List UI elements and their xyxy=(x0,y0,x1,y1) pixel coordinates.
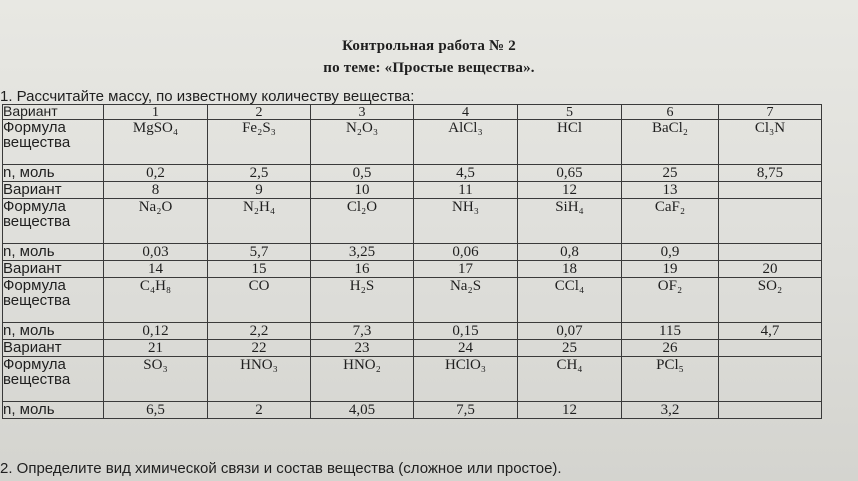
formula-cell xyxy=(311,357,414,402)
amount-cell xyxy=(208,402,311,419)
formula-cell-text: CO xyxy=(248,278,270,294)
amount-cell xyxy=(622,165,719,182)
amount-cell-text: 5,7 xyxy=(249,244,269,260)
formula-cell xyxy=(719,120,822,165)
amount-cell-text: 4,7 xyxy=(760,323,780,339)
variant-number xyxy=(414,182,518,199)
formula-cell xyxy=(208,357,311,402)
variant-number xyxy=(208,261,311,278)
variant-number-text: 24 xyxy=(458,340,473,356)
variant-number-text: 12 xyxy=(562,182,577,198)
variant-number xyxy=(208,340,311,357)
variant-number xyxy=(104,105,208,120)
amount-cell xyxy=(622,323,719,340)
amount-cell xyxy=(414,402,518,419)
formula-cell xyxy=(622,357,719,402)
variant-number xyxy=(311,182,414,199)
formula-cell-text: HNO₃ xyxy=(240,357,278,373)
variant-row xyxy=(3,182,822,199)
variant-number xyxy=(414,340,518,357)
variant-number-text: 20 xyxy=(762,261,778,277)
formula-cell-text xyxy=(719,199,821,200)
amount-cell xyxy=(414,165,518,182)
formula-cell xyxy=(518,357,622,402)
variant-label-text: Вариант xyxy=(3,104,58,119)
variant-number xyxy=(414,105,518,120)
amount-cell-text xyxy=(719,402,821,403)
amount-row xyxy=(3,165,822,182)
formula-cell xyxy=(414,120,518,165)
amount-cell-text: 0,2 xyxy=(146,165,165,181)
formula-row xyxy=(3,120,822,165)
formula-cell xyxy=(104,357,208,402)
variant-number xyxy=(622,340,719,357)
amount-cell xyxy=(518,165,622,182)
amount-cell-text: 8,75 xyxy=(756,165,784,181)
variant-number xyxy=(719,105,822,120)
variant-number-text: 22 xyxy=(251,340,267,356)
formula-cell-text: BaCl₂ xyxy=(651,120,689,136)
formula-cell-text: C₄H₈ xyxy=(139,278,172,294)
variant-number xyxy=(622,261,719,278)
amount-cell-text: 0,9 xyxy=(660,244,680,260)
task-2-text: 2. Определите вид химической связи и состав вещества (сложное или простое). xyxy=(0,460,562,477)
variant-number xyxy=(104,340,208,357)
amount-cell-text: 0,15 xyxy=(452,323,479,339)
formula-cell xyxy=(104,120,208,165)
variant-row xyxy=(3,261,822,278)
amount-label-text: n, моль xyxy=(3,243,55,260)
amount-cell xyxy=(208,323,311,340)
amount-cell xyxy=(104,323,208,340)
amount-cell xyxy=(518,402,622,419)
variant-number-text: 8 xyxy=(151,182,160,198)
amount-cell-text xyxy=(719,244,821,245)
variant-number xyxy=(622,105,719,120)
variant-number-text: 13 xyxy=(662,182,678,198)
variant-number xyxy=(518,105,622,120)
amount-cell xyxy=(719,244,822,261)
amount-cell-text: 0,06 xyxy=(452,244,479,260)
amount-cell xyxy=(311,165,414,182)
amount-label-text: n, моль xyxy=(3,322,55,339)
variant-number xyxy=(414,261,518,278)
variant-number xyxy=(311,105,414,120)
variant-number-text: 5 xyxy=(566,105,573,120)
amount-cell-text: 0,03 xyxy=(142,244,169,260)
amount-cell xyxy=(104,402,208,419)
formula-cell xyxy=(414,199,518,244)
amount-cell-text: 4,05 xyxy=(348,402,376,418)
variant-number xyxy=(518,261,622,278)
formula-cell xyxy=(518,199,622,244)
amount-cell-text: 7,3 xyxy=(352,323,372,339)
formula-cell-text: PCl₅ xyxy=(656,357,684,373)
formula-cell-text: Na₂O xyxy=(138,199,173,215)
variant-number xyxy=(208,105,311,120)
amount-cell xyxy=(208,244,311,261)
worksheet-title: Контрольная работа № 2 xyxy=(342,38,516,54)
variant-row xyxy=(3,105,822,120)
variant-label xyxy=(3,340,104,357)
amount-label xyxy=(3,323,104,340)
variant-number-text: 2 xyxy=(255,105,263,120)
amount-cell-text: 115 xyxy=(659,323,681,339)
formula-cell-text: SO₃ xyxy=(143,357,168,373)
amount-cell xyxy=(414,323,518,340)
amount-label xyxy=(3,244,104,261)
variant-number xyxy=(719,261,822,278)
amount-row xyxy=(3,244,822,261)
amount-label xyxy=(3,165,104,182)
variant-number xyxy=(311,340,414,357)
variant-number-text: 21 xyxy=(148,340,163,356)
variant-number xyxy=(208,182,311,199)
variant-label-text: Вариант xyxy=(3,339,62,356)
formula-label-text: Формула вещества xyxy=(3,277,71,309)
formula-cell xyxy=(414,278,518,323)
variant-number-text: 7 xyxy=(766,105,774,120)
amount-cell-text: 0,8 xyxy=(560,244,579,260)
formula-row xyxy=(3,199,822,244)
formula-cell xyxy=(311,278,414,323)
amount-label-text: n, моль xyxy=(3,164,55,181)
amount-cell xyxy=(311,323,414,340)
formula-cell-text: HNO₂ xyxy=(343,357,381,373)
amount-row xyxy=(3,323,822,340)
amount-cell-text: 0,65 xyxy=(556,165,583,181)
formula-label xyxy=(3,199,104,244)
formula-label-text: Формула вещества xyxy=(3,198,71,230)
amount-row xyxy=(3,402,822,419)
amount-cell xyxy=(622,402,719,419)
formula-cell xyxy=(719,278,822,323)
formula-cell xyxy=(208,120,311,165)
variant-number-text: 14 xyxy=(148,261,163,277)
amount-cell xyxy=(414,244,518,261)
formula-row xyxy=(3,357,822,402)
amount-cell xyxy=(104,165,208,182)
variant-number-text: 11 xyxy=(458,182,473,198)
formula-cell xyxy=(208,278,311,323)
formula-cell-text: N₂H₄ xyxy=(242,199,276,215)
variant-number-text: 26 xyxy=(662,340,678,356)
amount-cell xyxy=(311,244,414,261)
formula-cell xyxy=(414,357,518,402)
amount-cell-text: 25 xyxy=(662,165,678,181)
variant-number-text: 1 xyxy=(152,105,159,120)
amount-cell-text: 3,2 xyxy=(660,402,680,418)
amount-cell-text: 12 xyxy=(562,402,577,418)
formula-cell xyxy=(719,357,822,402)
variant-number-text: 9 xyxy=(255,182,263,198)
amount-cell xyxy=(518,323,622,340)
formula-cell-text: SO₂ xyxy=(757,278,783,294)
variant-label-text: Вариант xyxy=(3,260,62,277)
formula-cell-text xyxy=(719,357,821,358)
variant-number-text: 4 xyxy=(462,105,469,120)
variant-number-text: 15 xyxy=(251,261,267,277)
amount-cell xyxy=(311,402,414,419)
variants-table xyxy=(2,104,822,419)
formula-cell-text: CaF₂ xyxy=(654,199,686,215)
variant-number-text: 6 xyxy=(666,105,674,120)
formula-cell-text: H₂S xyxy=(349,278,375,294)
formula-cell-text: Cl₃N xyxy=(754,120,786,136)
amount-cell xyxy=(208,165,311,182)
amount-cell-text: 0,5 xyxy=(352,165,372,181)
variant-row xyxy=(3,340,822,357)
variant-label xyxy=(3,105,104,120)
formula-cell xyxy=(622,120,719,165)
formula-cell-text: Na₂S xyxy=(449,278,482,294)
formula-cell xyxy=(518,278,622,323)
variant-number-text: 3 xyxy=(358,105,366,120)
variant-label-text: Вариант xyxy=(3,181,62,198)
formula-cell-text: Fe₂S₃ xyxy=(242,120,276,136)
variant-number-text xyxy=(719,340,821,341)
formula-cell-text: CCl₄ xyxy=(554,278,585,294)
formula-cell-text: Cl₂O xyxy=(346,199,378,215)
formula-cell xyxy=(311,120,414,165)
amount-label xyxy=(3,402,104,419)
variant-number xyxy=(518,182,622,199)
amount-cell-text: 0,12 xyxy=(142,323,169,339)
variant-label xyxy=(3,182,104,199)
worksheet-subtitle: по теме: «Простые вещества». xyxy=(323,60,535,76)
amount-cell-text: 2,2 xyxy=(249,323,269,339)
formula-cell-text: NH₃ xyxy=(452,199,479,215)
formula-cell xyxy=(622,199,719,244)
formula-cell-text: AlCl₃ xyxy=(448,120,483,136)
amount-cell-text: 6,5 xyxy=(146,402,165,418)
amount-label-text: n, моль xyxy=(3,401,55,418)
variant-number xyxy=(719,340,822,357)
formula-row xyxy=(3,278,822,323)
amount-cell-text: 4,5 xyxy=(456,165,475,181)
task-1-text: 1. Рассчитайте массу, по известному количеству вещества: xyxy=(0,88,415,105)
amount-cell xyxy=(719,323,822,340)
variant-number xyxy=(311,261,414,278)
formula-cell-text: MgSO₄ xyxy=(132,120,179,136)
formula-label xyxy=(3,120,104,165)
variant-number-text: 23 xyxy=(354,340,370,356)
amount-cell-text: 0,07 xyxy=(556,323,583,339)
variant-number xyxy=(719,182,822,199)
formula-cell-text: N₂O₃ xyxy=(345,120,379,136)
variant-number-text: 10 xyxy=(354,182,370,198)
amount-cell xyxy=(719,165,822,182)
variant-label xyxy=(3,261,104,278)
variant-number xyxy=(622,182,719,199)
variant-number xyxy=(104,182,208,199)
formula-cell xyxy=(104,278,208,323)
variant-number-text: 17 xyxy=(458,261,473,277)
formula-cell-text: SiH₄ xyxy=(555,199,584,215)
formula-cell xyxy=(622,278,719,323)
variant-number-text xyxy=(719,182,821,183)
formula-cell xyxy=(104,199,208,244)
amount-cell xyxy=(104,244,208,261)
amount-cell-text: 7,5 xyxy=(456,402,475,418)
amount-cell-text: 3,25 xyxy=(348,244,376,260)
amount-cell xyxy=(622,244,719,261)
variant-number-text: 19 xyxy=(662,261,678,277)
formula-label xyxy=(3,357,104,402)
formula-cell-text: HClO₃ xyxy=(444,357,487,373)
variant-number-text: 25 xyxy=(562,340,577,356)
formula-cell xyxy=(719,199,822,244)
formula-cell-text: HCl xyxy=(556,120,582,136)
variant-number-text: 16 xyxy=(354,261,370,277)
amount-cell-text: 2,5 xyxy=(249,165,269,181)
amount-cell xyxy=(518,244,622,261)
amount-cell xyxy=(719,402,822,419)
variant-number xyxy=(518,340,622,357)
formula-cell xyxy=(518,120,622,165)
formula-label xyxy=(3,278,104,323)
amount-cell-text: 2 xyxy=(255,402,263,418)
variant-number-text: 18 xyxy=(562,261,577,277)
formula-cell-text: OF₂ xyxy=(657,278,683,294)
formula-label-text: Формула вещества xyxy=(3,119,71,151)
variant-number xyxy=(104,261,208,278)
formula-label-text: Формула вещества xyxy=(3,356,71,388)
formula-cell xyxy=(208,199,311,244)
formula-cell xyxy=(311,199,414,244)
formula-cell-text: CH₄ xyxy=(556,357,583,373)
